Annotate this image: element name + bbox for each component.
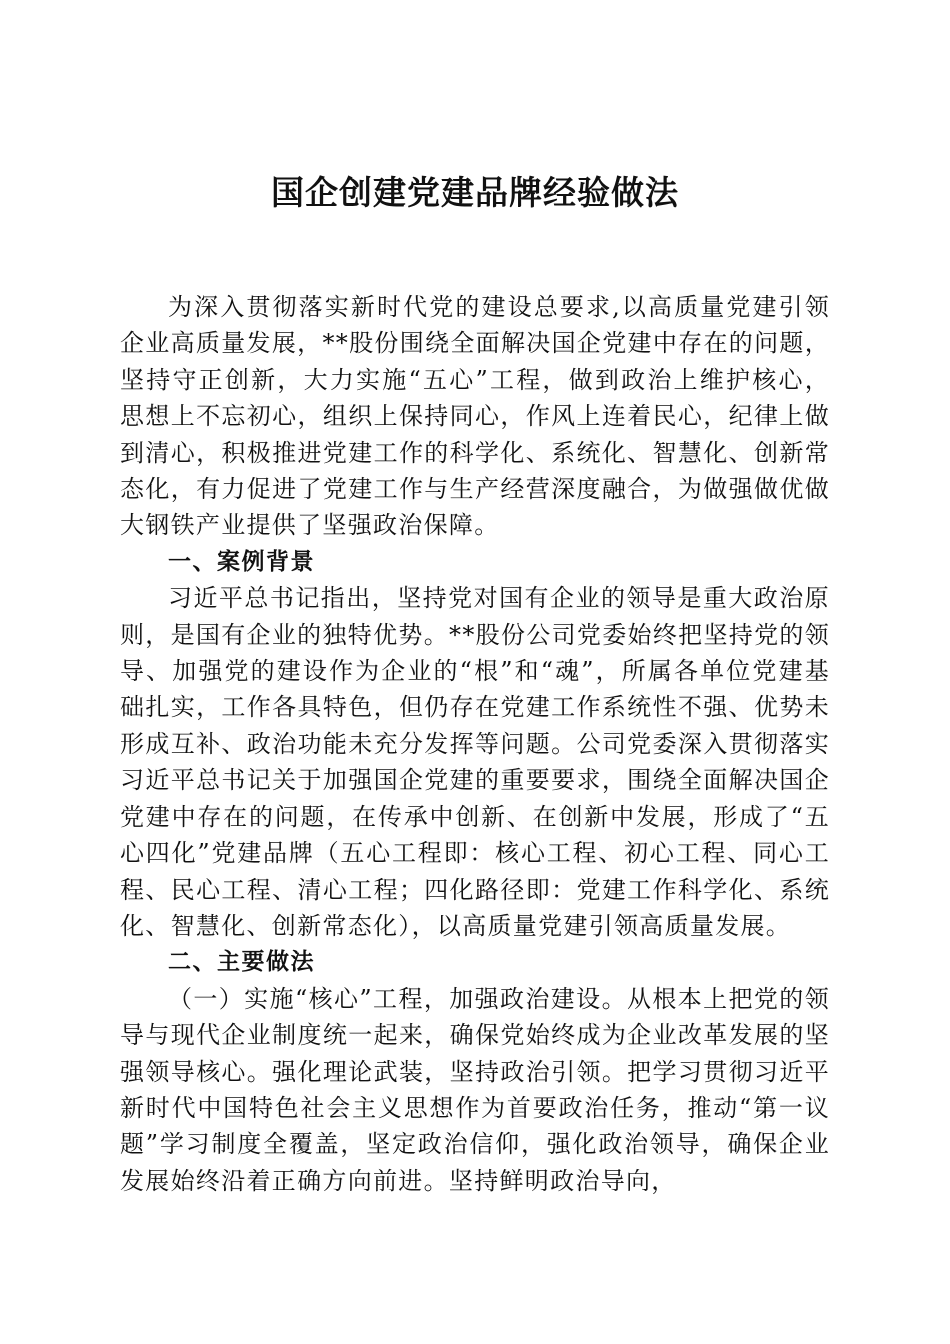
section-heading-background: 一、案例背景 <box>168 548 315 575</box>
section-heading-main-practices: 二、主要做法 <box>168 949 315 976</box>
intro-paragraph: 为深入贯彻落实新时代党的建设总要求,以高质量党建引领企业高质量发展，**股份围绕全面解决国企党建中存在的问题，坚持守正创新，大力实施“五心”工程，做到政治上维护核心，思想上不忘初心，组织上保持同心，作风上连着民心，纪律上做到清心，积极推进党建工作的科学化、系统化、智慧化、创新常态化，有力促进了党建工作与生产经营深度融合，为做强做优做大钢铁产业提供了坚强政治保障。 <box>120 293 830 540</box>
background-paragraph: 习近平总书记指出，坚持党对国有企业的领导是重大政治原则，是国有企业的独特优势。**股份公司党委始终把坚持党的领导、加强党的建设作为企业的“根”和“魂”，所属各单位党建基础扎实，工作各具特色，但仍存在党建工作系统性不强、优势未形成互补、政治功能未充分发挥等问题。公司党委深入贯彻落实习近平总书记关于加强国企党建的重要要求，围绕全面解决国企党建中存在的问题，在传承中创新、在创新中发展，形成了“五心四化”党建品牌（五心工程即：核心工程、初心工程、同心工程、民心工程、清心工程；四化路径即：党建工作科学化、系统化、智慧化、创新常态化），以高质量党建引领高质量发展。 <box>120 584 830 940</box>
practices-paragraph: （一）实施“核心”工程，加强政治建设。从根本上把党的领导与现代企业制度统一起来，确保党始终成为企业改革发展的坚强领导核心。强化理论武装，坚持政治引领。把学习贯彻习近平新时代中国特色社会主义思想作为首要政治任务，推动“第一议题”学习制度全覆盖，坚定政治信仰，强化政治领导，确保企业发展始终沿着正确方向前进。坚持鲜明政治导向， <box>120 984 830 1195</box>
document-body <box>120 289 830 1199</box>
document-title: 国企创建党建品牌经验做法 <box>271 173 679 212</box>
